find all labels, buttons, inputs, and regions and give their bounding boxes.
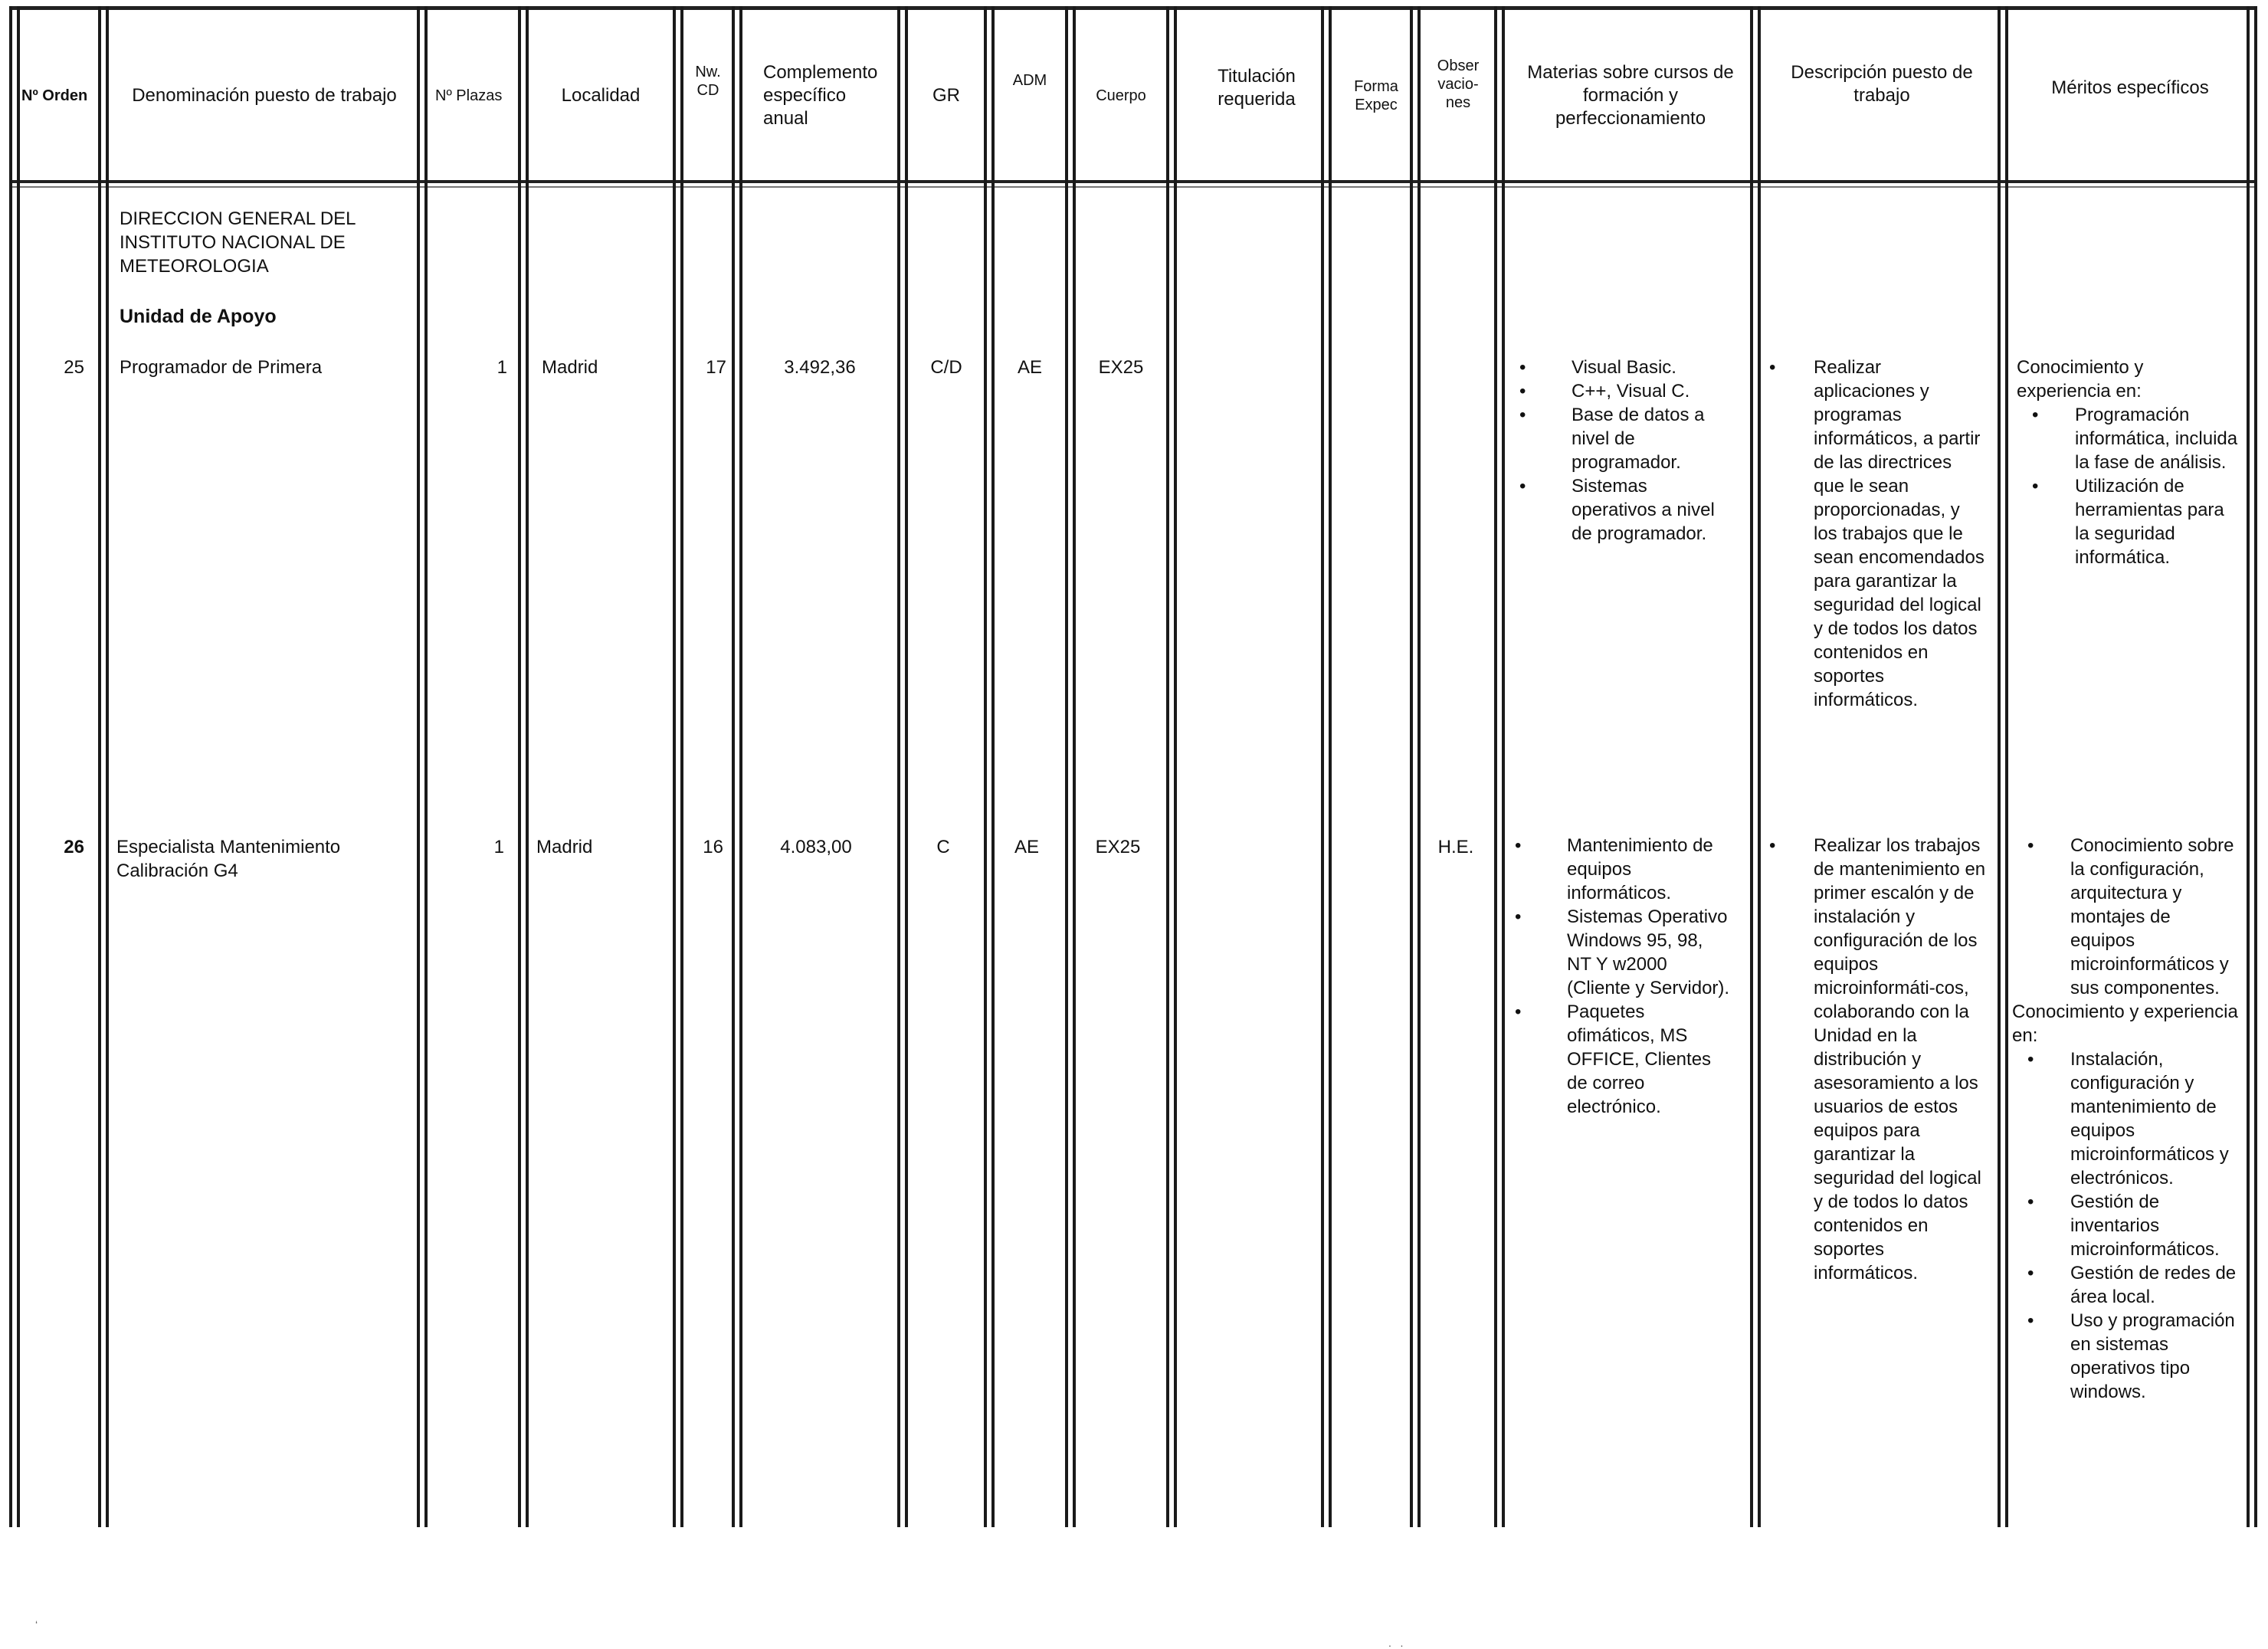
merito-item: • Utilización de herramientas para la seguridad informática. (2017, 474, 2239, 569)
column-line (526, 6, 529, 1527)
column-line (1418, 6, 1421, 1527)
descripcion-item: • Realizar aplicaciones y programas informáticos, a partir de las directrices que le sean proporcionadas, y los trabajos que le sean encomendados para garantizar la seguridad del logical y de todos los datos contenidos en soportes informáticos. (1764, 356, 1986, 712)
row-nivel: 17 (706, 357, 726, 378)
column-line (739, 6, 742, 1527)
row-cuerpo: EX25 (1098, 357, 1144, 378)
row-complemento: 4.083,00 (780, 837, 852, 857)
header-bottom-border (9, 180, 2257, 183)
row-localidad: Madrid (536, 837, 593, 857)
merito-item: • Programación informática, incluida la fase de análisis. (2017, 403, 2239, 474)
row-localidad: Madrid (542, 357, 598, 378)
header-cuerpo: Cuerpo (1096, 87, 1146, 104)
column-line (1494, 6, 1497, 1527)
column-line (1174, 6, 1177, 1527)
column-line (1166, 6, 1169, 1527)
materia-item: • Base de datos a nivel de programador. (1506, 403, 1736, 474)
column-line (106, 6, 109, 1527)
header-meritos: Méritos específicos (2051, 77, 2209, 98)
column-line (905, 6, 908, 1527)
header-bottom-border-shadow (9, 186, 2257, 188)
column-line (1321, 6, 1324, 1527)
header-adm: ADM (1012, 72, 1047, 89)
row-meritos (2017, 356, 2239, 569)
header-complemento: Complemento específico anual (763, 62, 878, 129)
merito-item: • Gestión de redes de área local. (2012, 1261, 2239, 1309)
row-nivel: 16 (703, 837, 723, 857)
header-localidad: Localidad (561, 85, 641, 106)
column-line (2005, 6, 2008, 1527)
materia-item: • Visual Basic. (1506, 356, 1736, 379)
section-direccion: DIRECCION GENERAL DEL INSTITUTO NACIONAL DE METEOROLOGIA (120, 208, 356, 277)
row-materias (1506, 356, 1736, 546)
column-line (417, 6, 420, 1527)
materia-item: • Sistemas Operativo Windows 95, 98, NT Y w2000 (Cliente y Servidor). (1502, 905, 1732, 1000)
header-materias: Materias sobre cursos de formación y perfeccionamiento (1527, 62, 1734, 129)
column-line (1065, 6, 1068, 1527)
row-descripcion (1764, 356, 1986, 712)
column-line (9, 6, 12, 1527)
row-descripcion (1764, 834, 1986, 1285)
header-denominacion: Denominación puesto de trabajo (132, 85, 397, 106)
merito-item: • Uso y programación en sistemas operativos tipo windows. (2012, 1309, 2239, 1404)
row-plazas: 1 (497, 357, 507, 378)
column-line (17, 6, 20, 1527)
materia-item: • Mantenimiento de equipos informáticos. (1502, 834, 1732, 905)
column-line (1502, 6, 1505, 1527)
header-orden: Nº Orden (21, 87, 88, 104)
column-line (991, 6, 995, 1527)
row-plazas: 1 (493, 837, 504, 857)
scan-speck: . . (1388, 1637, 1404, 1649)
row-meritos (2012, 834, 2239, 1404)
row-orden: 26 (64, 837, 84, 857)
column-line (98, 6, 101, 1527)
row-adm: AE (1014, 837, 1039, 857)
column-line (673, 6, 676, 1527)
header-nivel: Nw. CD (695, 64, 721, 99)
table-top-border (9, 6, 2257, 10)
header-descripcion: Descripción puesto de trabajo (1791, 62, 1973, 106)
merito-item: • Conocimiento sobre la configuración, arquitectura y montajes de equipos microinformáticos y sus componentes. (2012, 834, 2239, 1000)
row-observaciones: H.E. (1437, 837, 1474, 857)
merito-item: • Instalación, configuración y mantenimiento de equipos microinformáticos y electrónicos. (2012, 1047, 2239, 1190)
column-line (1410, 6, 1413, 1527)
column-line (1998, 6, 2001, 1527)
row-materias (1502, 834, 1732, 1119)
header-titulacion: Titulación requerida (1218, 66, 1296, 110)
header-observaciones: Obser vacio- nes (1437, 57, 1480, 111)
column-line (732, 6, 735, 1527)
column-line (424, 6, 428, 1527)
column-line (2254, 6, 2257, 1527)
row-cuerpo: EX25 (1095, 837, 1141, 857)
column-line (518, 6, 521, 1527)
column-line (897, 6, 900, 1527)
column-line (2247, 6, 2250, 1527)
column-line (1758, 6, 1761, 1527)
header-plazas: Nº Plazas (435, 87, 503, 104)
column-line (1750, 6, 1753, 1527)
header-forma: Forma Expec (1354, 78, 1398, 113)
row-gr: C/D (930, 357, 962, 378)
section-unidad: Unidad de Apoyo (120, 306, 277, 327)
materia-item: • Sistemas operativos a nivel de programador. (1506, 474, 1736, 546)
row-denominacion: Especialista Mantenimiento Calibración G4 (116, 837, 341, 881)
scan-speck: ‘ (35, 1618, 38, 1631)
column-line (1329, 6, 1332, 1527)
row-denominacion: Programador de Primera (120, 357, 323, 378)
descripcion-item: • Realizar los trabajos de mantenimiento en primer escalón y de instalación y configuración de los equipos microinformáti-cos, colaborando con la Unidad en la distribución y asesoramiento a los usuarios de estos equipos para garantizar la seguridad del logical y de todos lo datos contenidos en soportes informáticos. (1764, 834, 1986, 1285)
row-gr: C (936, 837, 950, 857)
row-complemento: 3.492,36 (784, 357, 856, 378)
materia-item: • Paquetes ofimáticos, MS OFFICE, Clientes de correo electrónico. (1502, 1000, 1732, 1119)
header-gr: GR (932, 85, 960, 106)
materia-item: • C++, Visual C. (1506, 379, 1736, 403)
meritos-intro: Conocimiento y experiencia en: (2017, 357, 2144, 402)
column-line (1073, 6, 1076, 1527)
row-orden: 25 (64, 357, 84, 378)
meritos-intro: Conocimiento y experiencia en: (2012, 1002, 2238, 1046)
merito-item: • Gestión de inventarios microinformáticos. (2012, 1190, 2239, 1261)
column-line (984, 6, 987, 1527)
row-adm: AE (1017, 357, 1042, 378)
column-line (680, 6, 683, 1527)
